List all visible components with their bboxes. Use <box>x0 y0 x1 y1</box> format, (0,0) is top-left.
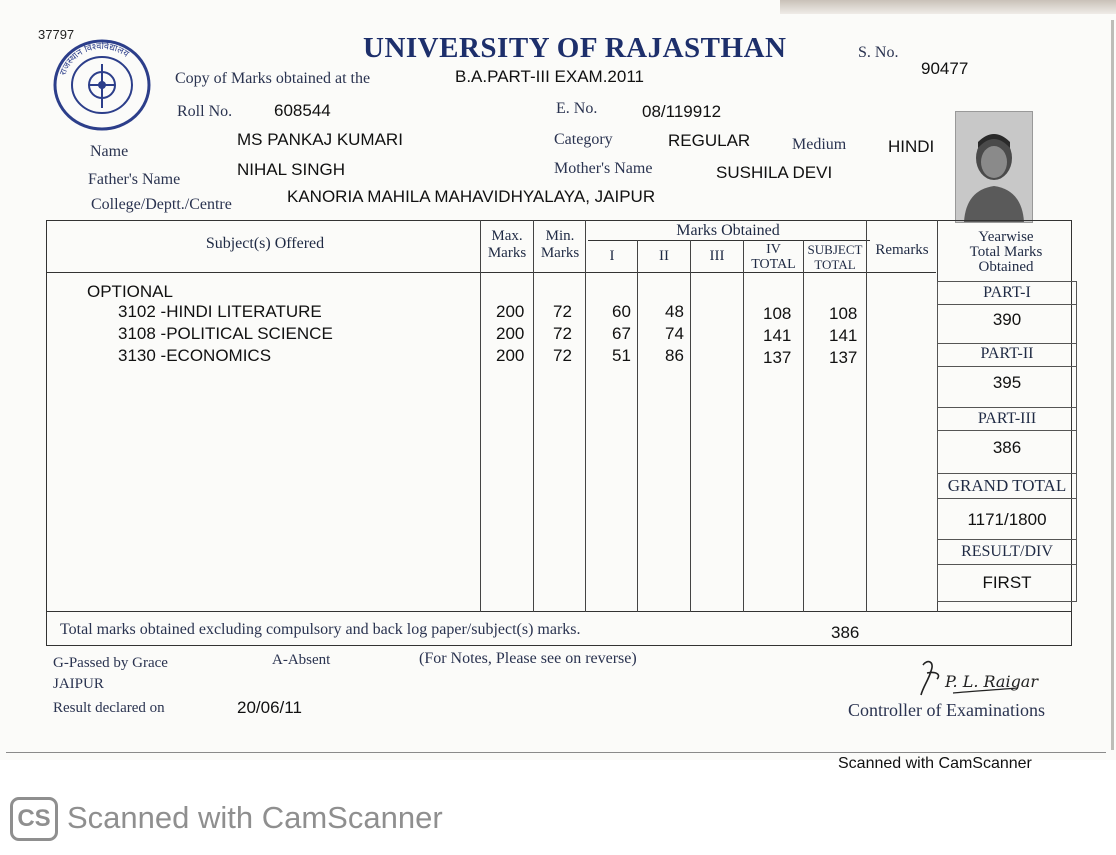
result-value-box <box>937 564 1077 602</box>
row2-max: 200 <box>496 324 525 343</box>
notes-reverse: (For Notes, Please see on reverse) <box>419 650 637 667</box>
controller-title: Controller of Examinations <box>848 700 1045 720</box>
medium-value: HINDI <box>888 137 935 156</box>
camscanner-watermark: Scanned with CamScanner <box>67 800 443 835</box>
paper-edge-top <box>780 0 1116 14</box>
mother-value: SUSHILA DEVI <box>716 163 833 182</box>
father-value: NIHAL SINGH <box>237 160 346 179</box>
yearwise-part1-value: 390 <box>992 310 1022 329</box>
declared-value: 20/06/11 <box>237 698 302 717</box>
controller-signature <box>913 657 1038 699</box>
yearwise-part1-value-box <box>937 304 1077 344</box>
total-note: Total marks obtained excluding compulsory and back log paper/subject(s) marks. <box>60 621 581 638</box>
row2-col-iv: 141 <box>763 326 792 345</box>
row2-subject: 3108 -POLITICAL SCIENCE <box>118 324 333 343</box>
header-col-iv <box>744 242 803 272</box>
scan-edge-rule <box>6 752 1106 753</box>
header-col-ii: II <box>659 248 669 264</box>
row1-max: 200 <box>496 302 525 321</box>
header-max-line2: Marks <box>487 245 527 261</box>
name-value: MS PANKAJ KUMARI <box>237 130 403 149</box>
grand-total-label: GRAND TOTAL <box>947 476 1067 495</box>
row1-min: 72 <box>553 302 572 321</box>
yearwise-part3-label-box <box>937 407 1077 431</box>
row1-subject: 3102 -HINDI LITERATURE <box>118 302 322 321</box>
grand-total-label-box <box>937 473 1077 499</box>
header-col-iv-line2: TOTAL <box>751 257 796 272</box>
header-min-line2: Marks <box>540 245 580 261</box>
header-yearwise-line3: Obtained <box>978 259 1034 275</box>
row2-col-ii: 74 <box>665 324 684 343</box>
result-label-box <box>937 539 1077 565</box>
yearwise-part2-value: 395 <box>992 373 1022 392</box>
camscanner-logo-icon: CS <box>10 797 58 841</box>
group-optional: OPTIONAL <box>87 282 173 301</box>
signature-text: P. L. Raigar <box>945 672 1038 691</box>
serial-top: 37797 <box>38 27 75 42</box>
yearwise-part3-label: PART-III <box>977 410 1037 427</box>
sno-label: S. No. <box>858 44 899 61</box>
exam-name: B.A.PART-III EXAM.2011 <box>455 67 644 86</box>
header-max <box>481 228 533 262</box>
header-subject-total <box>804 242 866 272</box>
header-subjects: Subject(s) Offered <box>205 235 325 252</box>
header-min <box>534 228 586 262</box>
header-yearwise-line1: Yearwise <box>978 229 1034 245</box>
row2-col-i: 67 <box>612 324 631 343</box>
category-label: Category <box>554 131 613 148</box>
college-label: College/Deptt./Centre <box>91 196 232 213</box>
row1-col-iv: 108 <box>763 304 792 323</box>
row3-max: 200 <box>496 346 525 365</box>
name-label: Name <box>90 143 129 160</box>
yearwise-part2-label-box <box>937 343 1077 367</box>
row2-subject-total: 141 <box>829 326 858 345</box>
row2-min: 72 <box>553 324 572 343</box>
college-value: KANORIA MAHILA MAHAVIDHYALAYA, JAIPUR <box>287 187 656 206</box>
father-label: Father's Name <box>88 171 181 188</box>
eno-label: E. No. <box>556 100 598 117</box>
header-remarks: Remarks <box>875 242 929 258</box>
medium-label: Medium <box>792 136 847 153</box>
yearwise-part2-label: PART-II <box>980 345 1034 362</box>
roll-value: 608544 <box>274 101 331 120</box>
row3-subject: 3130 -ECONOMICS <box>118 346 272 365</box>
university-name: UNIVERSITY OF RAJASTHAN <box>363 32 787 64</box>
header-subject-total-line1: SUBJECT <box>807 242 863 257</box>
yearwise-part3-value: 386 <box>992 438 1022 457</box>
row3-subject-total: 137 <box>829 348 858 367</box>
mother-label: Mother's Name <box>554 160 653 177</box>
total-value: 386 <box>831 623 860 642</box>
row1-col-i: 60 <box>612 302 631 321</box>
student-photo <box>955 111 1033 223</box>
row3-col-i: 51 <box>612 346 631 365</box>
row1-subject-total: 108 <box>829 304 858 323</box>
roll-label: Roll No. <box>177 103 233 120</box>
header-yearwise <box>940 230 1072 275</box>
place: JAIPUR <box>53 676 104 692</box>
header-col-iii: III <box>709 248 725 264</box>
header-marks-obtained: Marks Obtained <box>676 222 780 239</box>
yearwise-part1-label: PART-I <box>983 284 1031 301</box>
grand-total-value-box <box>937 498 1077 540</box>
copy-label: Copy of Marks obtained at the <box>175 70 371 87</box>
header-col-i: I <box>609 248 615 264</box>
category-value: REGULAR <box>668 131 751 150</box>
paper-edge-right <box>1111 20 1114 750</box>
header-col-iv-line1: IV <box>766 242 781 257</box>
header-min-line1: Min. <box>545 228 575 244</box>
header-max-line1: Max. <box>491 228 523 244</box>
header-yearwise-line2: Total Marks <box>969 244 1043 260</box>
marks-table <box>46 220 1072 612</box>
grand-total-value: 1171/1800 <box>967 510 1047 529</box>
declared-label: Result declared on <box>53 700 165 716</box>
result-value: FIRST <box>982 573 1032 592</box>
row1-col-ii: 48 <box>665 302 684 321</box>
yearwise-part2-value-box <box>937 366 1077 408</box>
university-seal-icon <box>52 38 152 132</box>
row3-col-ii: 86 <box>665 346 684 365</box>
absent-note: A-Absent <box>272 652 331 668</box>
row3-col-iv: 137 <box>763 348 792 367</box>
grace-note: G-Passed by Grace <box>53 655 168 671</box>
row3-min: 72 <box>553 346 572 365</box>
seal-lettering: राजस्थान विश्वविद्यालय <box>58 41 131 77</box>
result-label: RESULT/DIV <box>961 543 1053 560</box>
header-subject-total-line2: TOTAL <box>814 257 856 272</box>
yearwise-part1-label-box <box>937 281 1077 305</box>
camscanner-note: Scanned with CamScanner <box>838 755 1032 772</box>
yearwise-part3-value-box <box>937 430 1077 474</box>
sno-value: 90477 <box>921 59 969 78</box>
eno-value: 08/119912 <box>642 102 722 121</box>
